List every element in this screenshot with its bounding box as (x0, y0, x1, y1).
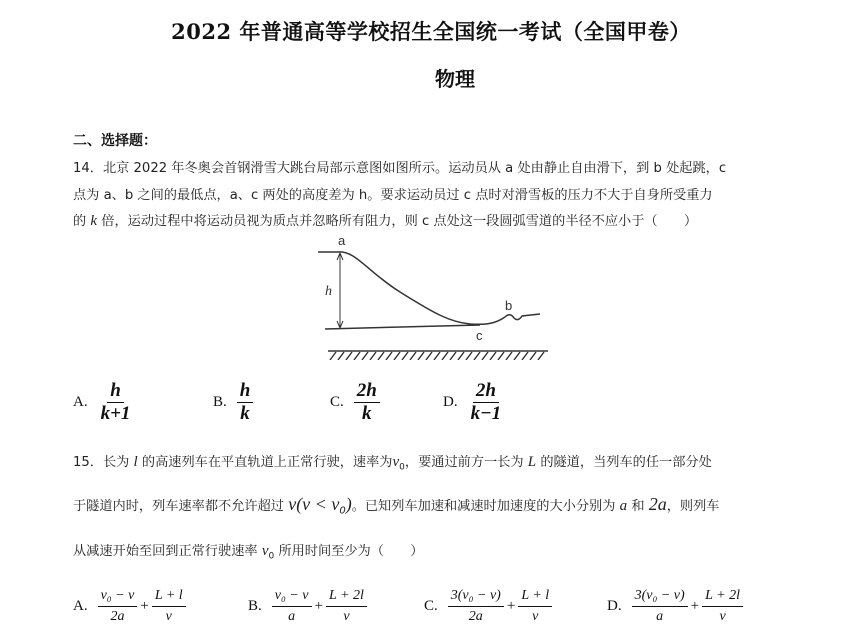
jump-ramp (505, 314, 540, 320)
q15-option-d[interactable]: D. $\frac{\text{3(v₀ − v)}}{a}$ + $\frac{L + 2l}{v}$ (607, 588, 743, 625)
section-heading: 二、选择题： (73, 133, 157, 149)
var-k: k (90, 213, 98, 229)
q14-line-1: 14．北京 2022 年冬奥会首钢滑雪大跳台局部示意图如图所示。运动员从 a 处由静止自由滑下，到 b 处起跳，c (73, 161, 727, 176)
q15-line-1: 15．长为 l 的高速列车在平直轨道上正常行驶，速率为$v_0$，要通过前方一长为 L 的隧道，当列车的任一部分处 (73, 454, 712, 473)
label-a: a (338, 233, 346, 248)
q15-option-b[interactable]: B. $\frac{\text{v₀ − v}}{a}$ + $\frac{L + 2l}{v}$ (248, 588, 367, 625)
q15-line-3: 从减速开始至回到正常行驶速率 $v_0$ 所用时间至少为（ ） (73, 543, 424, 562)
q14-option-c[interactable]: C. $\frac{2h}{k}$ (330, 382, 380, 423)
q14-option-d[interactable]: D. $\frac{2h}{k-1}$ (443, 380, 502, 424)
label-b: b (505, 298, 513, 313)
q15-option-c[interactable]: C. $\frac{\text{3(v₀ − v)}}{2a}$ + $\frac{L + l}{v}$ (424, 588, 552, 625)
ski-jump-diagram (310, 232, 555, 360)
reference-line (325, 325, 480, 329)
label-h: h (325, 284, 332, 299)
q15-option-a[interactable]: A. $\frac{\text{v₀ − v}}{2a}$ + $\frac{L + l}{v}$ (73, 588, 186, 625)
ski-slope (338, 252, 505, 324)
q14-line-3: 的 k 倍，运动过程中将运动员视为质点并忽略所有阻力，则 c 点处这一段圆弧雪道的半径不应小于（ ） (73, 213, 698, 229)
label-c: c (476, 328, 483, 343)
q14-option-b[interactable]: B. $\frac{h}{k}$ (213, 382, 253, 423)
q14-option-a[interactable]: A. $\frac{h}{k+1}$ (73, 380, 131, 424)
exam-title: 2022 年普通高等学校招生全国统一考试（全国甲卷） (171, 19, 691, 44)
ground-hatch (330, 352, 544, 360)
q15-line-2: 于隧道内时，列车速率都不允许超过 $v(v < v_0)$。已知列车加速和减速时加速度的大小分别为 a 和 2a，则列车 (73, 494, 720, 517)
subject-title: 物理 (435, 67, 475, 91)
q14-line-2: 点为 a、b 之间的最低点，a、c 两处的高度差为 h。要求运动员过 c 点时对滑雪板的压力不大于自身所受重力 (73, 188, 713, 203)
